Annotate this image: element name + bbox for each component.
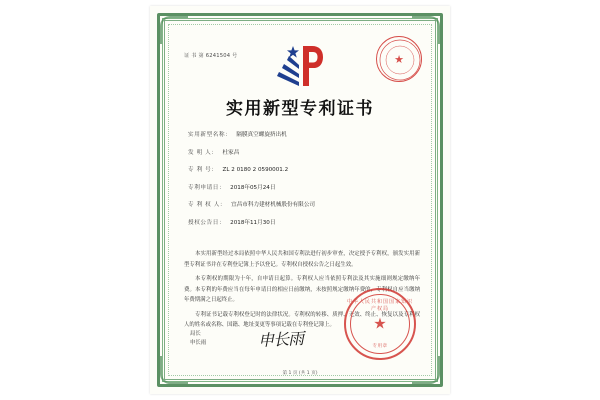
field-label: 专 利 号： — [188, 167, 218, 173]
seal-bottom-text: 专用章 — [372, 344, 388, 349]
body-paragraph: 专利证书记载专利权登记时的法律状况。专利权的转移、质押、无效、终止、恢复以及专利权人的姓名或名称、国籍、地址变更等事项记载在专利登记簿上。 — [184, 311, 420, 329]
field-value: 2018年05月24日 — [230, 184, 276, 191]
field-value: 2018年11月30日 — [230, 219, 276, 226]
seal-star-icon: ★ — [394, 52, 404, 66]
seal-arc-text: 中华人民共和国国家知识产权局 — [346, 299, 413, 312]
page-footer: 第 1 页 (共 1 页) — [282, 371, 318, 376]
certificate-number: 证 书 第 6241504 号 — [184, 53, 238, 59]
certificate-fields — [188, 130, 418, 235]
body-paragraph: 本专利权的期限为十年，自申请日起算。专利权人应当依照专利法及其实施细则规定缴纳年费。本专利的年费应当在每年申请日的相应日前缴纳，未按照规定缴纳年费的，专利权自应当缴纳年费期满之日起终止。 — [184, 276, 420, 304]
field-row — [188, 200, 418, 208]
official-red-seal — [344, 288, 416, 360]
national-emblem-seal — [376, 36, 422, 82]
director-title-label: 局长 — [190, 330, 201, 337]
patent-certificate — [150, 6, 450, 394]
body-paragraph: 本实用新型经过本局依照中华人民共和国专利法进行初步审查，决定授予专利权，颁发实用新型专利证书并在专利登记簿上予以登记。专利权自授权公告之日起生效。 — [184, 251, 420, 268]
field-value: ZL 2 0180 2 0590001.2 — [222, 167, 289, 173]
seal-star-icon: ★ — [373, 314, 387, 333]
field-row — [188, 218, 418, 226]
field-row — [188, 130, 418, 138]
field-value: 杜家昌 — [222, 149, 240, 156]
field-label: 发 明 人： — [188, 149, 218, 156]
field-row — [188, 148, 418, 156]
signature-title-block — [190, 330, 206, 348]
field-label: 专 利 权 人： — [188, 202, 227, 208]
field-label: 实用新型名称： — [188, 132, 232, 138]
field-row — [188, 165, 418, 173]
field-value: 宜昌市科力建材机械股份有限公司 — [231, 202, 316, 208]
handwritten-signature: 申长雨 — [257, 328, 304, 351]
director-name-label: 申长雨 — [190, 339, 207, 346]
field-label: 专利申请日： — [188, 184, 226, 191]
certificate-title: 实用新型专利证书 — [226, 99, 374, 119]
corner-ornament-top-left — [160, 16, 188, 44]
patent-office-emblem-icon — [273, 42, 327, 90]
field-value: 隔膜真空螺旋挤出机 — [236, 132, 287, 138]
field-row — [188, 183, 418, 191]
field-label: 授权公告日： — [188, 219, 226, 226]
